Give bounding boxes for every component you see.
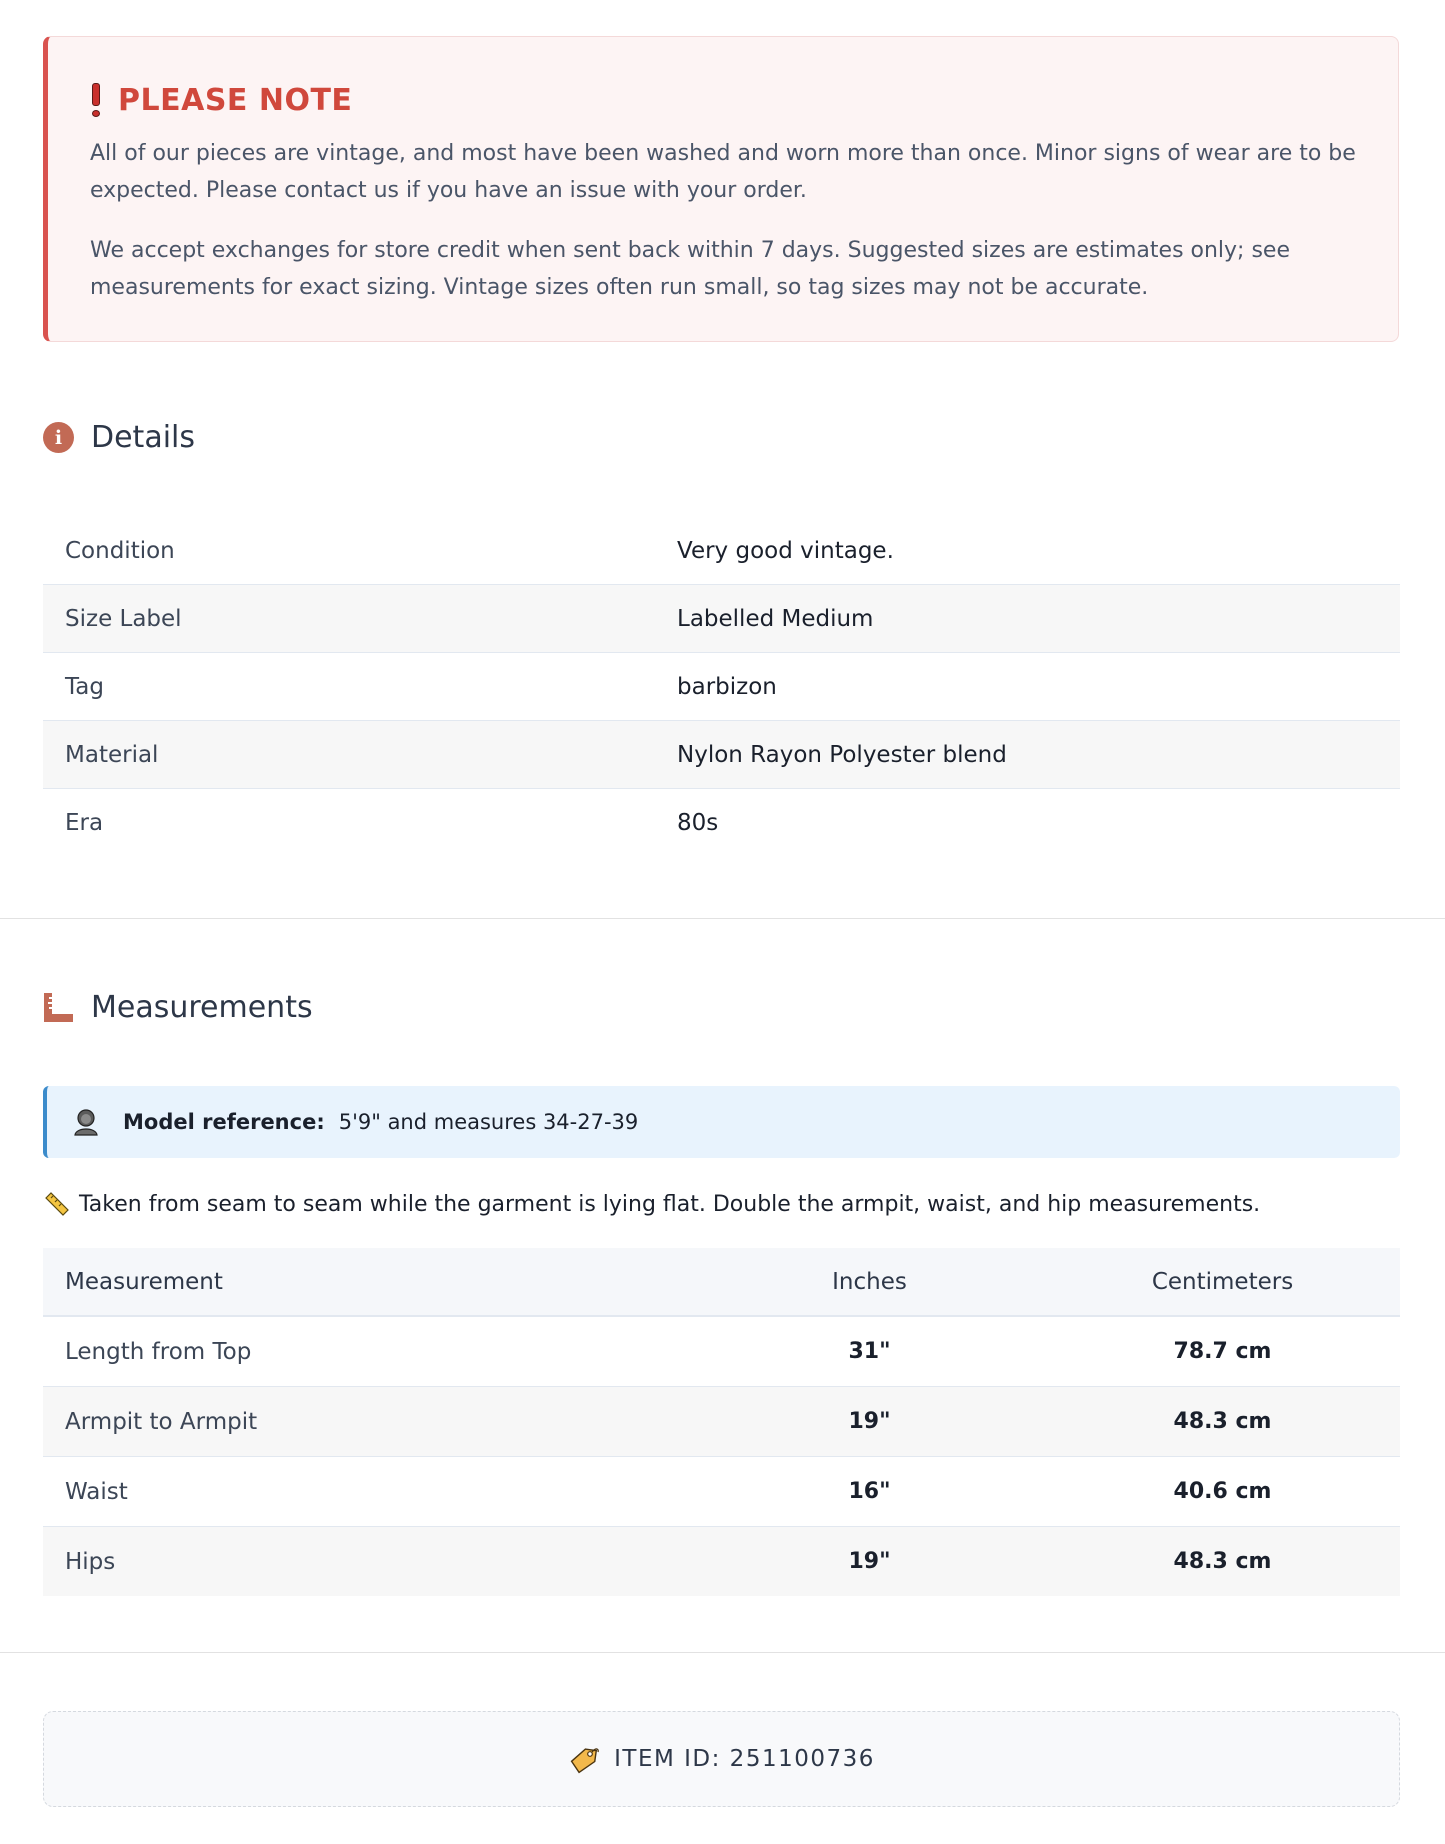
- detail-value: 80s: [677, 809, 719, 836]
- measurement-inches: 19": [694, 1527, 1045, 1597]
- table-row: [43, 1387, 1400, 1457]
- measurement-cm: 48.3 cm: [1045, 1387, 1400, 1457]
- detail-label: Era: [65, 809, 104, 836]
- measurement-name: Waist: [43, 1457, 694, 1527]
- detail-value: barbizon: [655, 653, 1400, 721]
- measurement-cm: 40.6 cm: [1045, 1457, 1400, 1527]
- column-header-inches: Inches: [694, 1248, 1045, 1316]
- note-title: [90, 79, 1356, 121]
- item-id-text: ITEM ID: 251100736: [614, 1746, 875, 1772]
- detail-label: Tag: [43, 653, 655, 721]
- detail-label: Material: [43, 721, 655, 789]
- measurements-heading: [43, 990, 313, 1025]
- measurement-name: Length from Top: [43, 1316, 694, 1387]
- divider: [0, 1652, 1445, 1653]
- model-reference-value: 5'9" and measures 34-27-39: [338, 1110, 639, 1134]
- details-title: Details: [91, 420, 196, 455]
- exclamation-icon: [90, 83, 102, 117]
- item-id-box: [43, 1711, 1400, 1807]
- table-row: [43, 1527, 1400, 1597]
- measurement-cm: 48.3 cm: [1045, 1527, 1400, 1597]
- measurement-cm: 78.7 cm: [1045, 1316, 1400, 1387]
- table-header-row: [43, 1248, 1400, 1316]
- detail-value: Very good vintage.: [655, 517, 1400, 585]
- detail-value: Nylon Rayon Polyester blend: [655, 721, 1400, 789]
- table-row: [43, 517, 1400, 585]
- measurements-table: [43, 1248, 1400, 1596]
- ruler-icon: [43, 992, 74, 1023]
- note-paragraph-2: We accept exchanges for store credit when sent back within 7 days. Suggested sizes are estimates only; see measurements for exact sizing. Vintage sizes often run small, so tag sizes may not be accurate.: [90, 238, 1290, 300]
- detail-value: Labelled Medium: [655, 585, 1400, 653]
- ruler-pencil-icon: [43, 1190, 71, 1218]
- divider: [0, 918, 1445, 919]
- table-row: [43, 653, 1400, 721]
- column-header-centimeters: Centimeters: [1045, 1248, 1400, 1316]
- detail-label: Size Label: [43, 585, 655, 653]
- measurement-inches: 19": [694, 1387, 1045, 1457]
- info-icon: i: [43, 422, 74, 453]
- table-row: [43, 585, 1400, 653]
- table-row: [43, 721, 1400, 789]
- person-icon: [73, 1108, 99, 1136]
- measurements-title: Measurements: [91, 990, 313, 1025]
- note-heading: PLEASE NOTE: [118, 82, 353, 118]
- details-table: [43, 517, 1400, 856]
- please-note-box: [43, 36, 1399, 342]
- table-row: [43, 1316, 1400, 1387]
- tip-text: Taken from seam to seam while the garment is lying flat. Double the armpit, waist, and hip measurements.: [79, 1191, 1261, 1217]
- table-row: [43, 1457, 1400, 1527]
- table-row: [43, 789, 1400, 857]
- details-heading: [43, 420, 195, 455]
- measurement-inches: 16": [694, 1457, 1045, 1527]
- measurement-inches: 31": [694, 1316, 1045, 1387]
- tag-icon: [568, 1743, 600, 1775]
- model-reference-box: [43, 1086, 1400, 1158]
- detail-label: Condition: [43, 517, 655, 585]
- measurement-name: Armpit to Armpit: [43, 1387, 694, 1457]
- note-paragraph-1: All of our pieces are vintage, and most have been washed and worn more than once. Minor signs of wear are to be expected. Please contact us if you have an issue with your order.: [90, 141, 1356, 203]
- column-header-measurement: Measurement: [43, 1248, 694, 1316]
- measurement-tip: [43, 1190, 1260, 1218]
- model-reference-label: Model reference:: [123, 1110, 325, 1134]
- measurement-name: Hips: [43, 1527, 694, 1597]
